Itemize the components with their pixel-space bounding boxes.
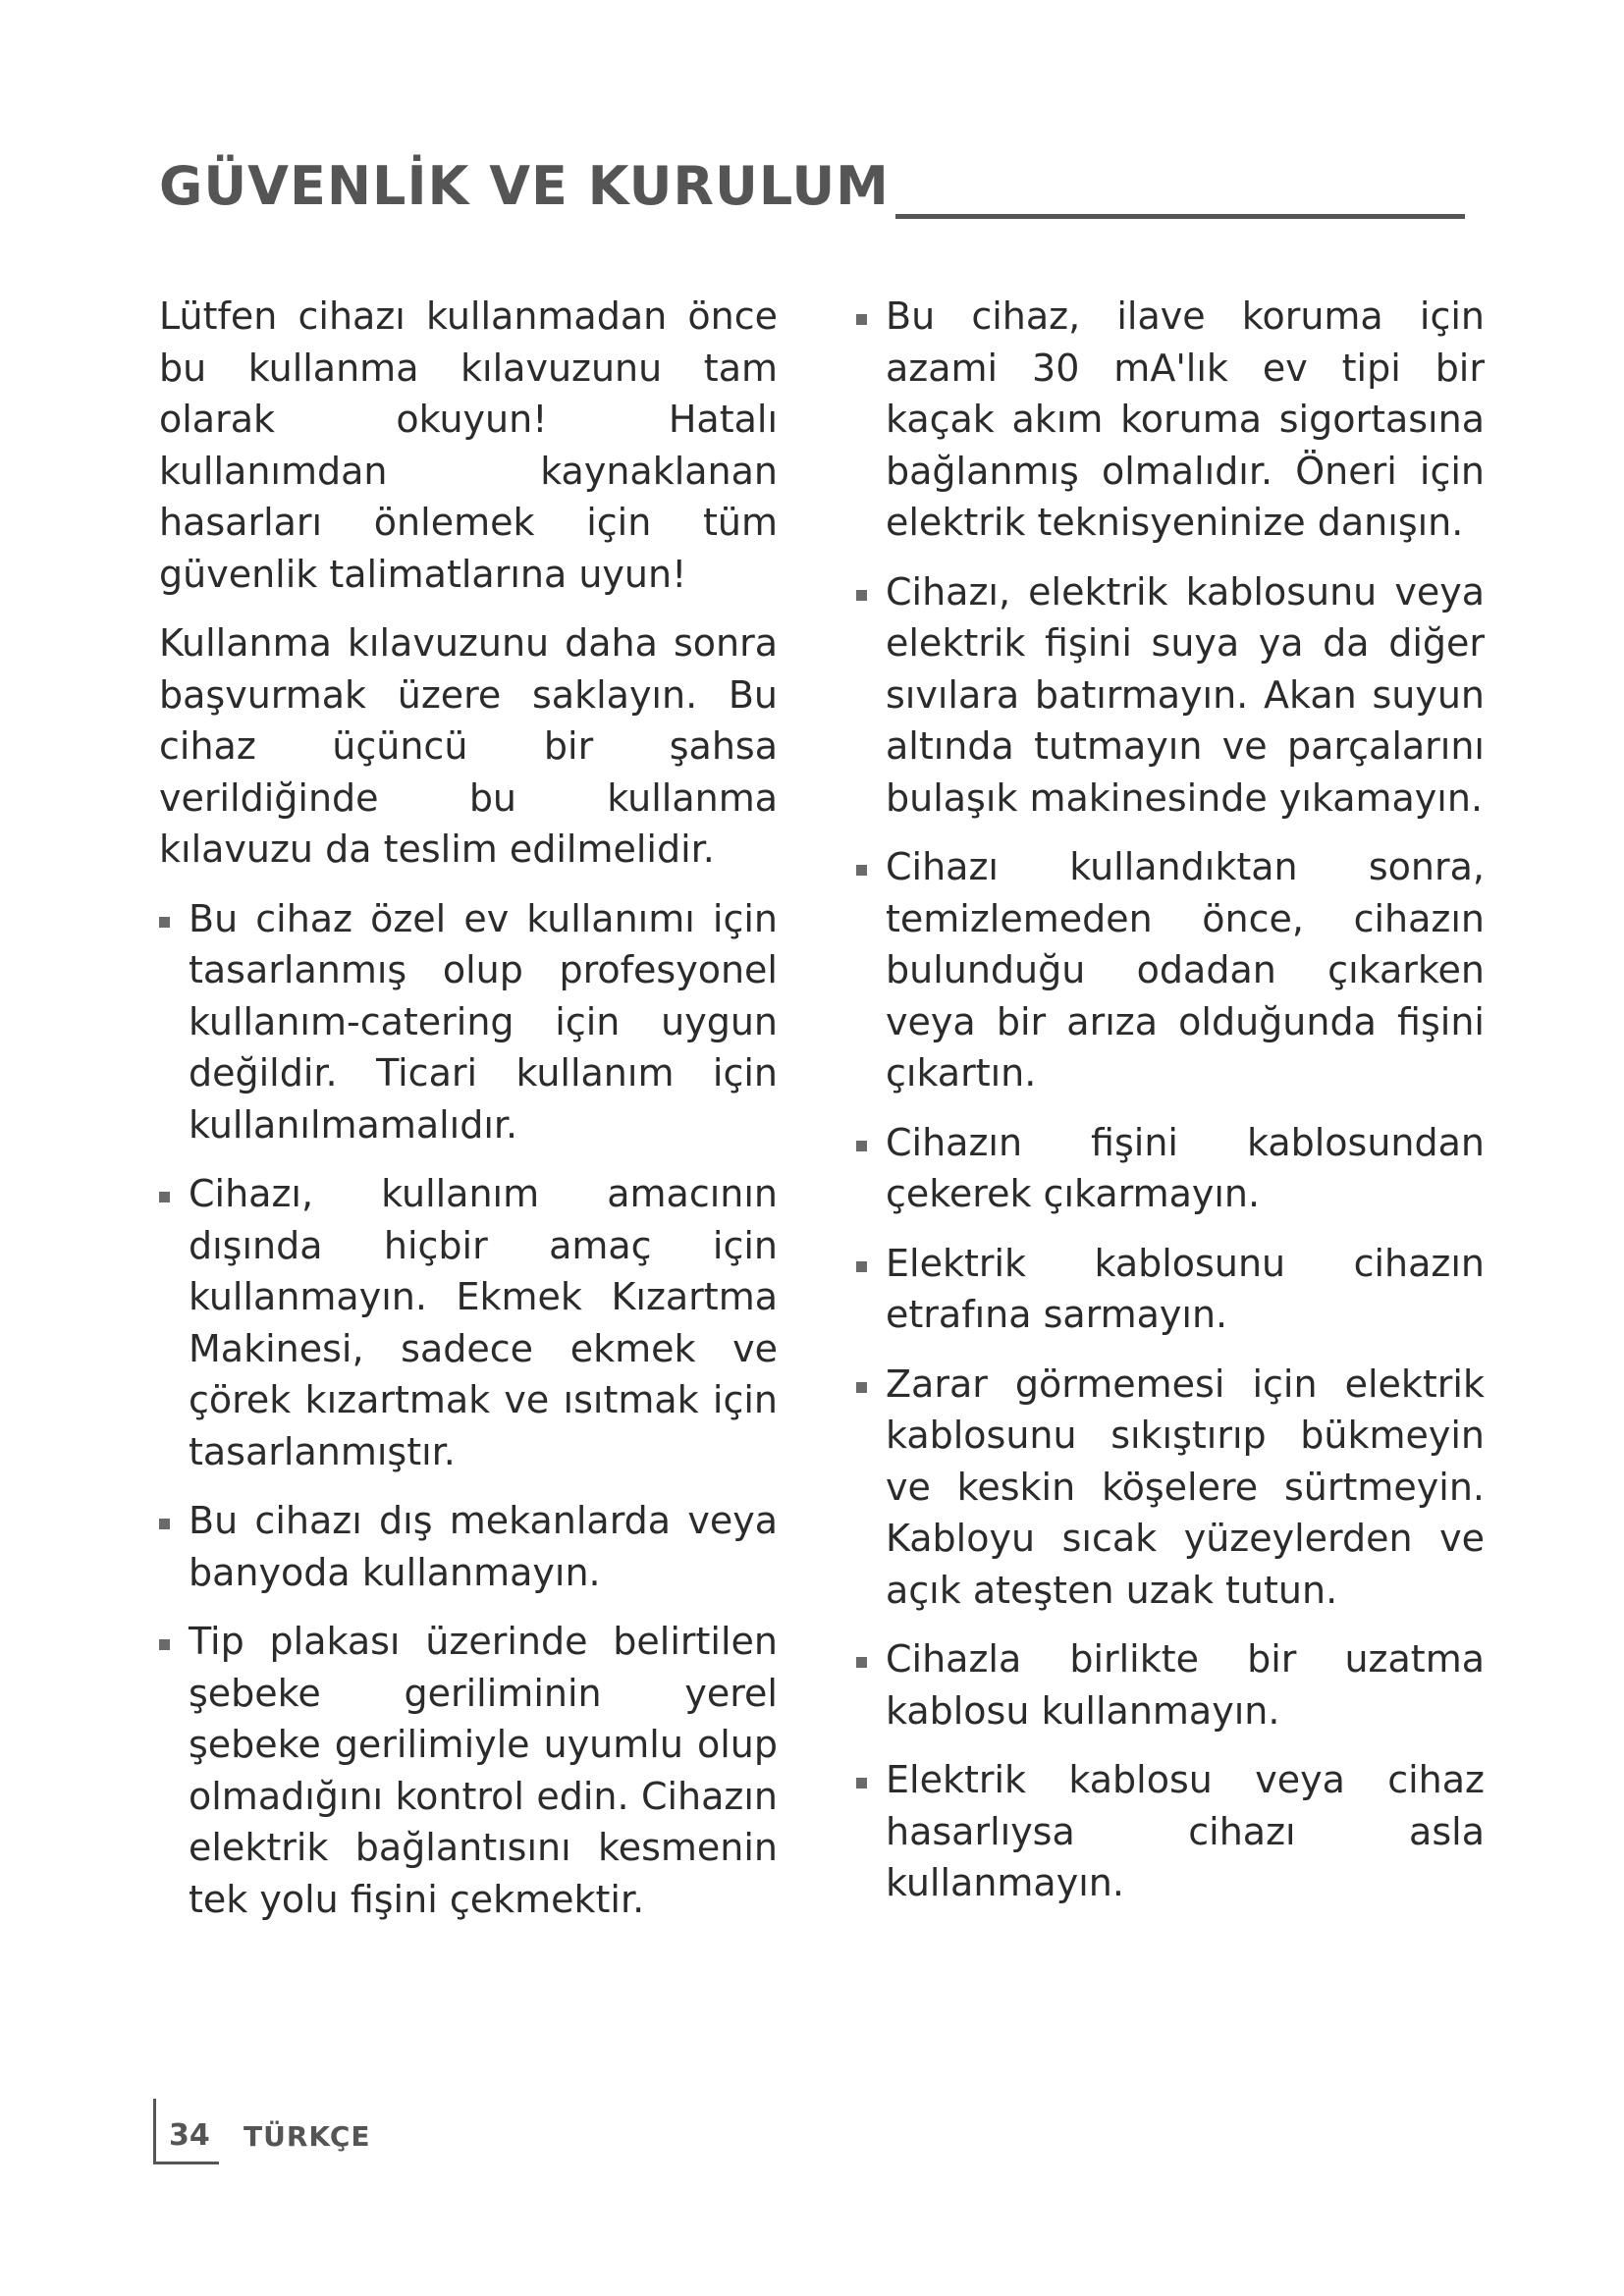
bullet-text: Cihazın fişini kablosundan çekerek çıkarmayın. xyxy=(886,1120,1485,1215)
title-rule xyxy=(895,214,1465,219)
page-footer xyxy=(153,2099,408,2165)
section-header xyxy=(159,155,1465,224)
bullet-text: Elektrik kablosu veya cihaz hasarlıysa cihazı asla kullanmayın. xyxy=(886,1758,1485,1904)
bullet-text: Zarar görmemesi için elektrik kablosunu sıkıştırıp bükmeyin ve keskin köşelere sürtmeyin. Kabloyu sıcak yüzeylerden ve açık ateşten uzak tutun. xyxy=(886,1362,1485,1612)
left-column xyxy=(159,291,778,1943)
safety-bullet-item xyxy=(856,566,1485,825)
square-bullet-icon xyxy=(856,1382,867,1393)
square-bullet-icon xyxy=(856,1657,867,1668)
square-bullet-icon xyxy=(856,1778,867,1789)
square-bullet-icon xyxy=(159,917,170,928)
bullet-text: Bu cihazı dış mekanlarda veya banyoda kullanmayın. xyxy=(189,1499,778,1594)
page-title: GÜVENLİK VE KURULUM xyxy=(159,155,890,217)
safety-bullet-item xyxy=(856,1633,1485,1736)
safety-bullet-item xyxy=(159,1495,778,1598)
square-bullet-icon xyxy=(856,1141,867,1151)
square-bullet-icon xyxy=(159,1639,170,1650)
bullet-text: Bu cihaz, ilave koruma için azami 30 mA'lık ev tipi bir kaçak akım koruma sigortasına bağlanmış olmalıdır. Öneri için elektrik teknisyeninize danışın. xyxy=(886,294,1485,544)
page-number: 34 xyxy=(169,2118,210,2153)
intro-paragraph: Kullanma kılavuzunu daha sonra başvurmak üzere saklayın. Bu cihaz üçüncü bir şahsa verildiğinde bu kullanma kılavuzu da teslim edilmelidir. xyxy=(159,621,778,871)
safety-bullet-item xyxy=(856,1117,1485,1220)
square-bullet-icon xyxy=(856,590,867,601)
language-label: TÜRKÇE xyxy=(244,2120,371,2153)
safety-bullet-item xyxy=(159,893,778,1151)
square-bullet-icon xyxy=(856,314,867,325)
square-bullet-icon xyxy=(856,1261,867,1272)
safety-bullet-item xyxy=(159,1168,778,1477)
bullet-text: Cihazla birlikte bir uzatma kablosu kullanmayın. xyxy=(886,1637,1485,1733)
safety-bullet-item xyxy=(856,1754,1485,1909)
right-column xyxy=(856,291,1485,1927)
safety-bullet-item xyxy=(159,1616,778,1925)
safety-bullet-item xyxy=(856,291,1485,549)
bullet-text: Cihazı kullandıktan sonra, temizlemeden önce, cihazın bulunduğu odadan çıkarken veya bir arıza olduğunda fişini çıkartın. xyxy=(886,845,1485,1095)
safety-bullet-item xyxy=(856,841,1485,1099)
square-bullet-icon xyxy=(159,1192,170,1202)
bullet-text: Cihazı, kullanım amacının dışında hiçbir amaç için kullanmayın. Ekmek Kızartma Makinesi, sadece ekmek ve çörek kızartmak ve ısıtmak için tasarlanmıştır. xyxy=(189,1172,778,1473)
safety-bullet-item xyxy=(856,1359,1485,1617)
square-bullet-icon xyxy=(159,1519,170,1529)
intro-paragraph: Lütfen cihazı kullanmadan önce bu kullanma kılavuzunu tam olarak okuyun! Hatalı kullanımdan kaynaklanan hasarları önlemek için tüm güvenlik talimatlarına uyun! xyxy=(159,294,778,596)
square-bullet-icon xyxy=(856,865,867,876)
bullet-text: Bu cihaz özel ev kullanımı için tasarlanmış olup profesyonel kullanım-catering için uygun değildir. Ticari kullanım için kullanılmamalıdır. xyxy=(189,896,778,1147)
bullet-text: Cihazı, elektrik kablosunu veya elektrik fişini suya ya da diğer sıvılara batırmayın. Akan suyun altında tutmayın ve parçalarını bulaşık makinesinde yıkamayın. xyxy=(886,569,1485,820)
bullet-text: Elektrik kablosunu cihazın etrafına sarmayın. xyxy=(886,1241,1485,1336)
safety-bullet-item xyxy=(856,1238,1485,1341)
bullet-text: Tip plakası üzerinde belirtilen şebeke geriliminin yerel şebeke gerilimiyle uyumlu olup olmadığını kontrol edin. Cihazın elektrik bağlantısını kesmenin tek yolu fişini çekmektir. xyxy=(189,1620,778,1921)
